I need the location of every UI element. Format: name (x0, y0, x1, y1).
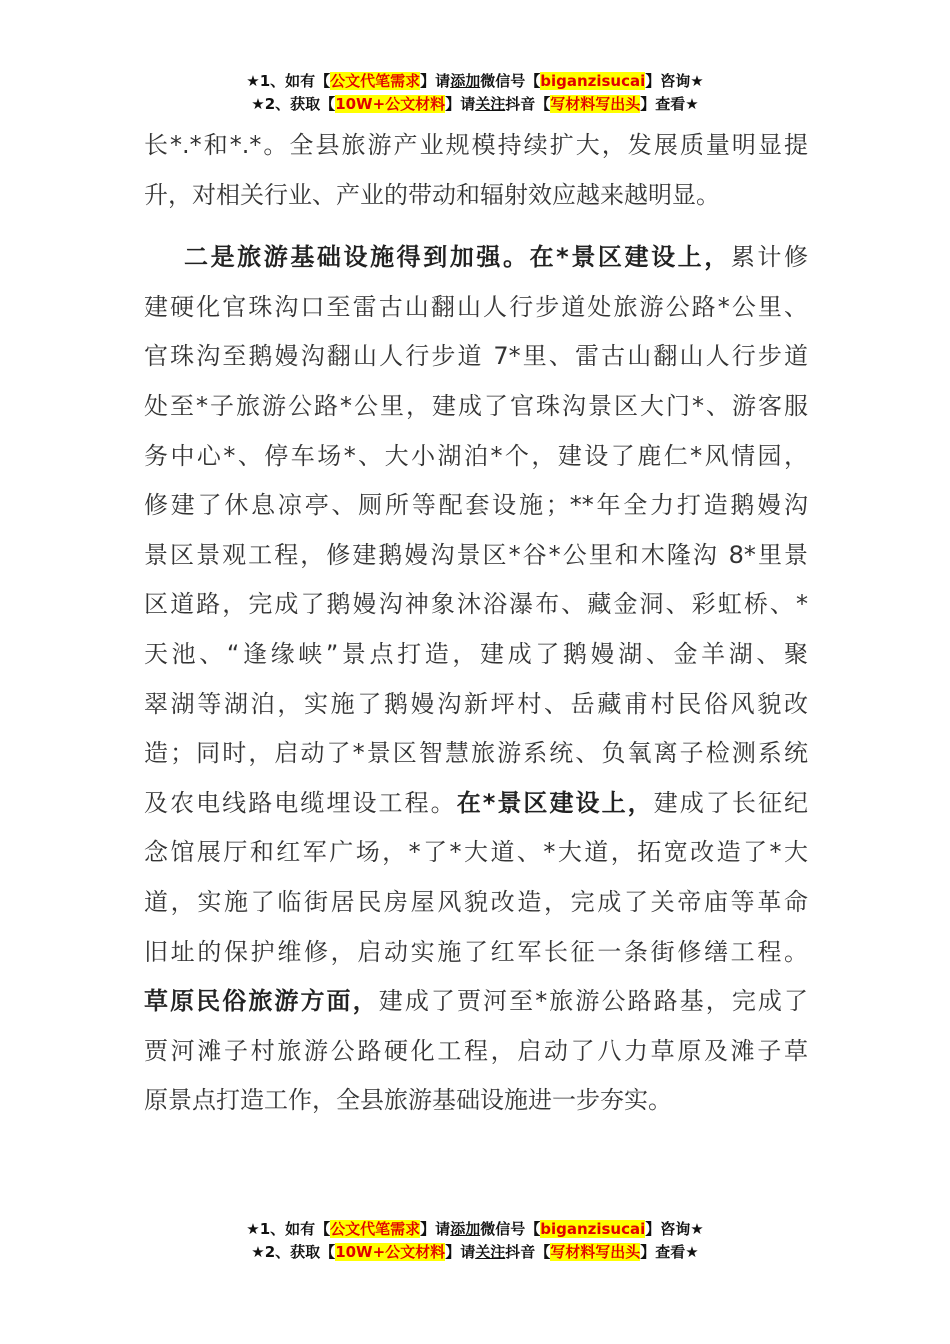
text-line: 翠湖等湖泊，实施了鹅嫚沟新坪村、岳藏甫村民俗风貌改 (144, 689, 808, 718)
notice-text: ★1、如有【 (246, 1220, 331, 1238)
highlight-wechat-id: biganzisucai (540, 1220, 646, 1238)
highlight-douyin-account: 写材料写出头 (550, 95, 641, 113)
notice-text: 】查看★ (640, 95, 699, 113)
text-line: 原景点打造工作，全县旅游基础设施进一步夯实。 (144, 1086, 672, 1115)
notice-text: 微信号【 (480, 72, 541, 90)
notice-line-1 (0, 70, 950, 93)
bold-heading: 在*景区建设上， (456, 788, 654, 817)
text-line: 旧址的保护维修，启动实施了红军长征一条街修缮工程。 (144, 937, 808, 966)
text-line: 官珠沟至鹅嫚沟翻山人行步道 7*里、雷古山翻山人行步道 (144, 342, 808, 371)
text-line: 区道路，完成了鹅嫚沟神象沐浴瀑布、藏金洞、彩虹桥、* (144, 590, 808, 619)
notice-emphasis: 添加 (450, 1220, 481, 1238)
paragraph-1 (144, 121, 808, 220)
footer-notice (0, 1218, 950, 1264)
text-span: 建成了贾河至*旅游公路路基，完成了 (378, 987, 809, 1016)
text-line: 念馆展厅和红军广场，*了*大道、*大道，拓宽改造了*大 (144, 838, 808, 867)
text-line (144, 233, 808, 283)
text-line: 长*.*和*.*。全县旅游产业规模持续扩大，发展质量明显提 (144, 131, 808, 159)
notice-text: 】咨询★ (645, 72, 704, 90)
notice-text: 】请 (445, 1243, 476, 1261)
text-line: 务中心*、停车场*、大小湖泊*个，建设了鹿仁*风情园， (144, 441, 808, 470)
notice-text: ★1、如有【 (246, 72, 331, 90)
text-line: 道，实施了临街居民房屋风貌改造，完成了关帝庙等革命 (144, 887, 808, 916)
notice-line-1 (0, 1218, 950, 1241)
notice-line-2 (0, 1241, 950, 1264)
notice-text: 】请 (420, 1220, 451, 1238)
notice-text: ★2、获取【 (251, 95, 336, 113)
highlight-service: 公文代笔需求 (330, 1220, 421, 1238)
notice-emphasis: 关注 (475, 95, 506, 113)
text-span: 累计修 (730, 243, 808, 272)
text-line: 处至*子旅游公路*公里，建成了官珠沟景区大门*、游客服 (144, 391, 808, 420)
notice-emphasis: 关注 (475, 1243, 506, 1261)
notice-text: 】请 (420, 72, 451, 90)
text-line: 景区景观工程，修建鹅嫚沟景区*谷*公里和木隆沟 8*里景 (144, 540, 808, 569)
text-line: 造；同时，启动了*景区智慧旅游系统、负氧离子检测系统 (144, 739, 808, 768)
bold-heading: 二是旅游基础设施得到加强。在*景区建设上， (184, 243, 731, 272)
notice-text: 抖音【 (505, 95, 551, 113)
highlight-service: 公文代笔需求 (330, 72, 421, 90)
text-line (144, 779, 808, 829)
text-line: 贾河滩子村旅游公路硬化工程，启动了八力草原及滩子草 (144, 1036, 808, 1065)
text-line: 建硬化官珠沟口至雷古山翻山人行步道处旅游公路*公里、 (144, 292, 808, 321)
text-line: 升，对相关行业、产业的带动和辐射效应越来越明显。 (144, 180, 720, 209)
highlight-materials: 10W+公文材料 (335, 1243, 446, 1261)
text-line (144, 977, 808, 1027)
text-span: 及农电线路电缆埋设工程。 (144, 788, 457, 817)
header-notice (0, 70, 950, 116)
highlight-douyin-account: 写材料写出头 (550, 1243, 641, 1261)
notice-text: 抖音【 (505, 1243, 551, 1261)
paragraph-spacer (144, 220, 808, 233)
notice-text: 】咨询★ (645, 1220, 704, 1238)
text-line: 修建了休息凉亭、厕所等配套设施；**年全力打造鹅嫚沟 (144, 491, 808, 520)
paragraph-2 (144, 233, 808, 1126)
notice-emphasis: 添加 (450, 72, 481, 90)
bold-heading: 草原民俗旅游方面， (144, 987, 379, 1016)
text-line: 天池、“逢缘峡”景点打造，建成了鹅嫚湖、金羊湖、聚 (144, 639, 808, 668)
notice-text: 微信号【 (480, 1220, 541, 1238)
notice-text: ★2、获取【 (251, 1243, 336, 1261)
highlight-materials: 10W+公文材料 (335, 95, 446, 113)
highlight-wechat-id: biganzisucai (540, 72, 646, 90)
text-span: 建成了长征纪 (653, 788, 809, 817)
notice-text: 】查看★ (640, 1243, 699, 1261)
notice-line-2 (0, 93, 950, 116)
document-body (144, 121, 808, 1126)
notice-text: 】请 (445, 95, 476, 113)
